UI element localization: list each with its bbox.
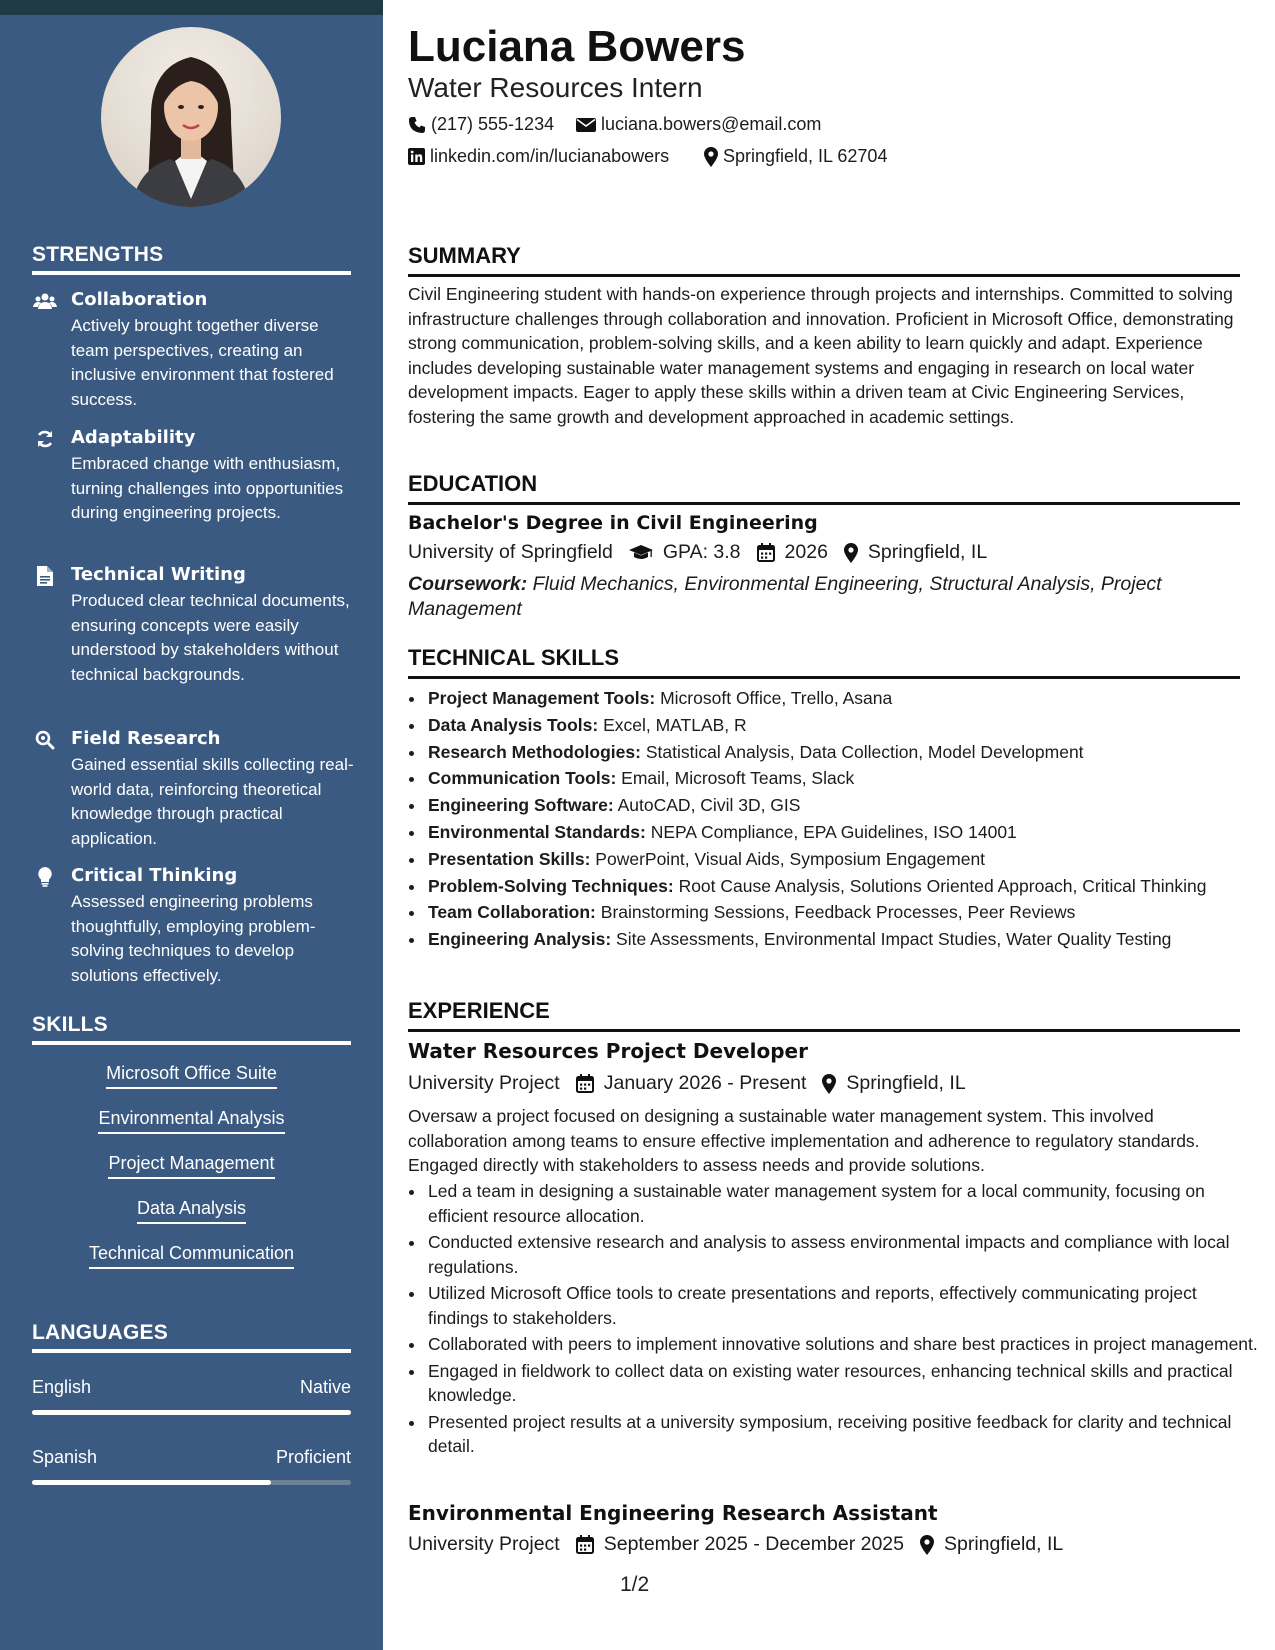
education-meta	[408, 541, 1003, 564]
strength-item	[32, 289, 352, 409]
coursework	[408, 572, 1240, 622]
technical-skills-list	[408, 686, 1258, 954]
list-item: • Communication Tools: Email, Microsoft Teams, Slack	[426, 766, 1258, 791]
language-proficiency-bar	[32, 1410, 351, 1415]
strength-item	[32, 427, 352, 547]
contact-linkedin: linkedin.com/in/lucianabowers	[408, 146, 669, 167]
job-location: Springfield, IL	[943, 1533, 1064, 1555]
language-proficiency-bar	[32, 1480, 351, 1485]
sidebar-top-bar	[0, 0, 383, 15]
language-name: English	[32, 1377, 92, 1397]
job-dates: September 2025 - December 2025	[603, 1533, 904, 1555]
list-item: • Led a team in designing a sustainable water management system for a local community, focusing on efficient resource allocation.	[426, 1179, 1258, 1228]
strength-title: Adaptability	[71, 427, 196, 448]
page-number: 1/2	[620, 1573, 650, 1596]
coursework-list: Fluid Mechanics, Environmental Engineering, Structural Analysis, Project Management	[408, 573, 1162, 620]
strength-desc: Actively brought together diverse team perspectives, creating an inclusive environment that fostered success.	[71, 316, 334, 409]
strength-item	[32, 564, 352, 714]
list-item: • Problem-Solving Techniques: Root Cause Analysis, Solutions Oriented Approach, Critical Thinking	[426, 874, 1258, 899]
technical-skills-heading: TECHNICAL SKILLS	[408, 645, 1240, 679]
map-pin-icon	[704, 147, 718, 167]
calendar-icon	[576, 1074, 594, 1093]
strength-desc: Assessed engineering problems thoughtfully, employing problem-solving techniques to develop solutions effectively.	[71, 892, 316, 985]
education-heading: EDUCATION	[408, 471, 1240, 505]
graduation-year: 2026	[784, 541, 828, 563]
lightbulb-icon	[32, 867, 58, 887]
job-title-2: Environmental Engineering Research Assistant	[408, 1501, 938, 1525]
list-item: • Environmental Standards: NEPA Compliance, EPA Guidelines, ISO 14001	[426, 820, 1258, 845]
list-item: • Presented project results at a university symposium, receiving positive feedback for clarity and technical detail.	[426, 1410, 1258, 1459]
contact-location: Springfield, IL 62704	[704, 146, 887, 167]
job-title-1: Water Resources Project Developer	[408, 1039, 808, 1063]
contact-phone: (217) 555-1234	[408, 114, 554, 135]
strength-title: Technical Writing	[71, 564, 246, 585]
job-meta	[408, 1533, 1079, 1556]
list-item: • Project Management Tools: Microsoft Office, Trello, Asana	[426, 686, 1258, 711]
skill-tag: Technical Communication	[32, 1243, 351, 1269]
strength-title: Critical Thinking	[71, 865, 238, 886]
skill-tag: Microsoft Office Suite	[32, 1063, 351, 1089]
list-item: • Engineering Software: AutoCAD, Civil 3D, GIS	[426, 793, 1258, 818]
strength-title: Field Research	[71, 728, 221, 749]
profile-photo	[101, 27, 281, 207]
list-item: • Engineering Analysis: Site Assessments, Environmental Impact Studies, Water Quality Testing	[426, 927, 1258, 952]
list-item: • Team Collaboration: Brainstorming Sessions, Feedback Processes, Peer Reviews	[426, 900, 1258, 925]
list-item: • Utilized Microsoft Office tools to create presentations and reports, effectively communicating project findings to stakeholders.	[426, 1281, 1258, 1330]
summary-text: Civil Engineering student with hands-on experience through projects and internships. Committed to solving infrastructure challenges through collaboration and innovation. Proficient in Microsoft Office, demonstrating strong communication, problem-solving skills, and a keen ability to learn quickly and adapt. Experience includes developing sustainable water management systems and engaging in research on local water development impacts. Eager to apply these skills within a driven team at Civic Engineering Services, fostering the same growth and development approached in academic settings.	[408, 284, 1234, 427]
map-pin-icon	[920, 1535, 934, 1555]
strength-desc: Produced clear technical documents, ensuring concepts were easily understood by stakeholders without technical backgrounds.	[71, 591, 350, 684]
job-org: University Project	[408, 1533, 560, 1555]
skill-tag: Project Management	[32, 1153, 351, 1179]
list-item: • Presentation Skills: PowerPoint, Visual Aids, Symposium Engagement	[426, 847, 1258, 872]
list-item: • Research Methodologies: Statistical Analysis, Data Collection, Model Development	[426, 740, 1258, 765]
job-dates: January 2026 - Present	[603, 1072, 807, 1094]
search-icon	[32, 730, 58, 750]
calendar-icon	[757, 543, 775, 562]
contact-email: luciana.bowers@email.com	[576, 114, 821, 135]
job-bullets	[408, 1179, 1258, 1461]
skill-tag: Data Analysis	[32, 1198, 351, 1224]
strength-desc: Gained essential skills collecting real-world data, reinforcing theoretical knowledge through practical application.	[71, 755, 354, 848]
document-icon	[32, 566, 58, 586]
strengths-heading: STRENGTHS	[32, 243, 351, 275]
experience-heading: EXPERIENCE	[408, 998, 1240, 1032]
users-icon	[32, 291, 58, 311]
strength-item	[32, 865, 352, 985]
strength-title: Collaboration	[71, 289, 208, 310]
list-item: • Conducted extensive research and analysis to assess environmental impacts and compliance with local regulations.	[426, 1230, 1258, 1279]
map-pin-icon	[822, 1074, 836, 1094]
sidebar	[0, 0, 383, 1650]
coursework-label: Coursework:	[408, 573, 528, 595]
skills-heading: SKILLS	[32, 1013, 351, 1045]
degree-title: Bachelor's Degree in Civil Engineering	[408, 512, 818, 534]
job-title: Water Resources Intern	[408, 72, 703, 103]
gpa: GPA: 3.8	[662, 541, 741, 563]
language-level: Proficient	[275, 1447, 351, 1467]
map-pin-icon	[844, 543, 858, 563]
language-name: Spanish	[32, 1447, 98, 1467]
phone-icon	[408, 116, 426, 134]
job-summary: Oversaw a project focused on designing a sustainable water management system. This involved collaboration among teams to ensure effective implementation and adherence to regulatory standards. Engaged directly with stakeholders to assess needs and provide solutions.	[408, 1106, 1200, 1175]
skill-tag: Environmental Analysis	[32, 1108, 351, 1134]
education-location: Springfield, IL	[867, 541, 988, 563]
list-item: • Collaborated with peers to implement innovative solutions and share best practices in project management.	[426, 1332, 1258, 1357]
list-item: • Engaged in fieldwork to collect data on existing water resources, enhancing technical skills and practical knowledge.	[426, 1359, 1258, 1408]
languages-heading: LANGUAGES	[32, 1321, 351, 1353]
candidate-name: Luciana Bowers	[408, 22, 746, 71]
summary-heading: SUMMARY	[408, 243, 1240, 277]
envelope-icon	[576, 117, 596, 133]
calendar-icon	[576, 1535, 594, 1554]
language-level: Native	[299, 1377, 351, 1397]
strength-desc: Embraced change with enthusiasm, turning challenges into opportunities during engineering projects.	[71, 454, 344, 522]
job-meta	[408, 1072, 982, 1095]
school-name: University of Springfield	[408, 541, 613, 563]
list-item: • Data Analysis Tools: Excel, MATLAB, R	[426, 713, 1258, 738]
job-org: University Project	[408, 1072, 560, 1094]
language-proficiency-fill	[32, 1480, 271, 1485]
refresh-icon	[32, 429, 58, 449]
job-location: Springfield, IL	[846, 1072, 966, 1094]
graduation-cap-icon	[629, 544, 653, 562]
linkedin-icon	[408, 148, 425, 165]
language-proficiency-fill	[32, 1410, 351, 1415]
strength-item	[32, 728, 352, 848]
